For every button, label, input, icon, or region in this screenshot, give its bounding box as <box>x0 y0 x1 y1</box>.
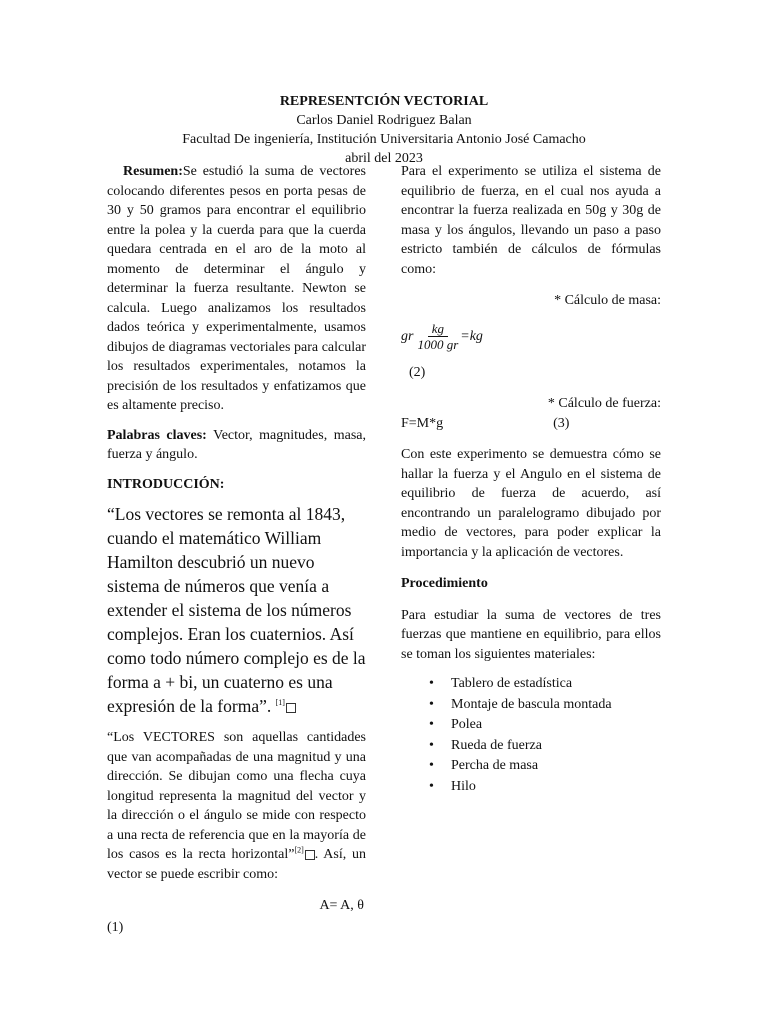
ref-2: [2] <box>294 845 304 855</box>
quote-vectors-text-b: . Así, un vector se puede escribir como: <box>107 847 366 882</box>
procedure-heading: Procedimiento <box>401 576 488 591</box>
abstract <box>107 162 366 416</box>
quote-hamilton-text: “Los vectores se remonta al 1843, cuando el matemático William Hamilton descubrió un nuevo sistema de números que venía a extender el sistema de los números complejos. Eran los cuaternios. Así como todo número complejo es de la forma a + bi, un cuaterno es una expresión de la forma”. <box>107 504 366 716</box>
author-name: Carlos Daniel Rodriguez Balan <box>296 113 472 128</box>
list-item: • Polea <box>429 715 661 736</box>
right-column <box>401 162 661 797</box>
force-calc-label: * Cálculo de fuerza: <box>547 396 661 411</box>
method-paragraph: Para el experimento se utiliza el sistema de equilibrio de fuerza, en el cual nos ayuda a encontrar la fuerza realizada en 50g y 30g de masa y los ángulos, llevando un paso a paso estricto también de cálculos de fórmulas como: <box>401 164 661 277</box>
intro-heading: INTRODUCCIÓN: <box>107 476 225 492</box>
list-item: • Rueda de fuerza <box>429 736 661 757</box>
mass-formula <box>401 319 661 355</box>
equation-3-row <box>401 414 661 434</box>
list-item: • Percha de masa <box>429 756 661 777</box>
equation-1-number: (1) <box>107 919 124 935</box>
materials-list <box>401 674 661 797</box>
mass-formula-left: gr <box>401 328 414 344</box>
conclusion-paragraph: Con este experimento se demuestra cómo se hallar la fuerza y el Angulo en el sistema de equilibrio de fuerza de acuerdo, así encontrando un paralelogramo dibujado por medio de vectores, para poder explicar la importancia y la aplicación de vectores. <box>401 447 661 560</box>
abstract-label: Resumen: <box>123 164 183 179</box>
list-item: • Montaje de bascula montada <box>429 695 661 716</box>
mass-calc-label: * Cálculo de masa: <box>554 293 661 308</box>
fraction-denominator: 1000 gr <box>417 337 459 352</box>
intro-quote-vectors <box>107 728 366 884</box>
fraction-numerator: kg <box>428 321 448 337</box>
left-column <box>107 162 366 937</box>
equation-3-number: (3) <box>553 415 570 431</box>
date: abril del 2023 <box>345 151 423 166</box>
paper-header <box>0 92 768 168</box>
keywords <box>107 426 366 465</box>
list-item: • Hilo <box>429 777 661 798</box>
mass-fraction <box>417 321 458 352</box>
paper-title: REPRESENTCIÓN VECTORIAL <box>279 94 489 109</box>
equation-2-number: (2) <box>409 364 426 380</box>
list-item: • Tablero de estadística <box>429 674 661 695</box>
equation-1: A= A, θ <box>319 898 364 913</box>
affiliation: Facultad De ingeniería, Institución Universitaria Antonio José Camacho <box>182 132 586 147</box>
procedure-paragraph: Para estudiar la suma de vectores de tres fuerzas que mantiene en equilibrio, para ellos se toman los siguientes materiales: <box>401 607 661 662</box>
quote-vectors-text-a: “Los VECTORES son aquellas cantidades que van acompañadas de una magnitud y una dirección. Se dibujan como una flecha cuya longitud representa la magnitud del vector y la dirección o el ángulo se mide con respecto a una recta de referencia que en la mayoría de los casos es la recta horizontal” <box>107 730 366 862</box>
mass-formula-right: =kg <box>460 328 483 344</box>
keywords-text: Vector, magnitudes, masa, fuerza y ángulo. <box>107 427 366 462</box>
ref-1: [1] <box>275 698 285 708</box>
placeholder-box-icon <box>305 850 315 860</box>
keywords-label: Palabras claves: <box>107 427 207 443</box>
placeholder-box-icon <box>286 703 296 713</box>
equation-3: F=M*g <box>401 415 444 431</box>
intro-quote-hamilton <box>107 502 366 718</box>
abstract-text: Se estudió la suma de vectores colocando diferentes pesos en porta pesas de 30 y 50 gramos para encontrar el equilibrio entre la polea y la cuerda para que la cuerda quedara centrada en el aro de la moto al momento de determinar el ángulo y determinar la fuerza resultante. Newton se calcula. Luego analizamos los resultados dados teórica y experimentalmente, usamos dibujos de diagramas vectoriales para calcular los resultados experimentales, notamos la precisión de los resultados y enfatizamos que es altamente preciso. <box>107 164 366 413</box>
